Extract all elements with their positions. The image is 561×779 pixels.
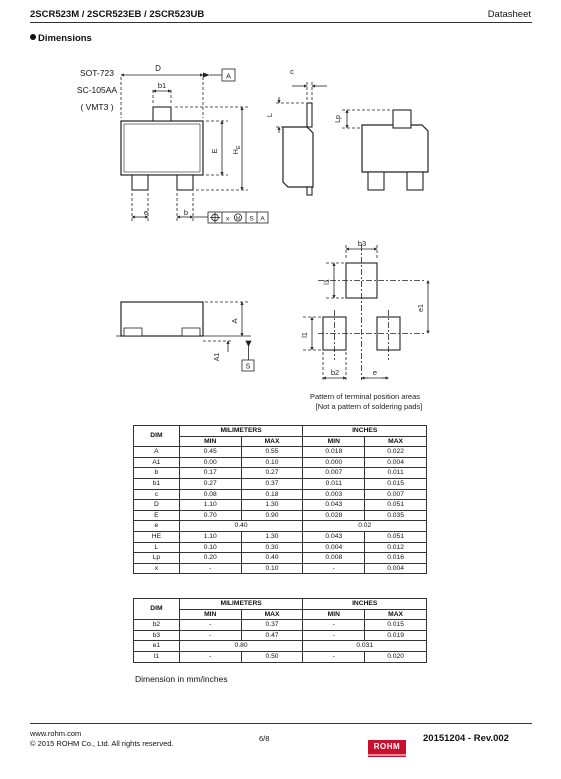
units-note: Dimension in mm/inches <box>135 674 228 684</box>
sub-header: MAX <box>365 609 427 620</box>
value-cell: - <box>179 563 241 574</box>
end-view-body <box>362 125 428 172</box>
table-row <box>134 542 427 553</box>
value-cell: 0.028 <box>303 510 365 521</box>
value-cell: 0.043 <box>303 531 365 542</box>
sub-header: MIN <box>303 609 365 620</box>
sub-header: MIN <box>303 436 365 447</box>
document-title: 2SCR523M / 2SCR523EB / 2SCR523UB <box>30 9 205 20</box>
label-b: b <box>183 208 189 217</box>
value-cell: 1.10 <box>179 500 241 511</box>
value-cell: 0.27 <box>241 468 303 479</box>
tol-A: A <box>260 215 265 223</box>
dim-cell: A1 <box>134 457 180 468</box>
table-row <box>134 630 427 641</box>
table-row <box>134 510 427 521</box>
value-cell: 0.022 <box>365 447 427 458</box>
label-e-pattern: e <box>372 368 378 377</box>
value-cell: 0.17 <box>179 468 241 479</box>
sub-header: MAX <box>365 436 427 447</box>
value-cell: 0.011 <box>303 478 365 489</box>
value-cell: - <box>179 651 241 662</box>
dim-cell: c <box>134 489 180 500</box>
table-row <box>134 531 427 542</box>
label-e: e <box>143 208 149 217</box>
value-cell: 0.012 <box>365 542 427 553</box>
value-cell: 0.003 <box>303 489 365 500</box>
sub-header: MAX <box>241 609 303 620</box>
label-A: A <box>230 318 239 324</box>
top-view-lead-3 <box>177 175 193 190</box>
table-row <box>134 500 427 511</box>
logo-text: ROHM <box>373 742 401 751</box>
dim-cell: b <box>134 468 180 479</box>
dim-cell: e1 <box>134 641 180 652</box>
top-view-lead-1 <box>153 107 171 121</box>
table-row <box>134 489 427 500</box>
top-view-body <box>121 121 203 175</box>
table-row <box>134 651 427 662</box>
value-cell: - <box>179 620 241 631</box>
dim-cell: b1 <box>134 478 180 489</box>
section-title-text: Dimensions <box>38 33 92 44</box>
value-cell: 0.47 <box>241 630 303 641</box>
dimension-table-2 <box>133 598 427 663</box>
value-cell: 0.004 <box>303 542 365 553</box>
label-A1: A1 <box>214 352 221 362</box>
pattern-caption-1: Pattern of terminal position areas <box>309 392 421 401</box>
table-1-body <box>134 447 427 574</box>
datum-A-box: A <box>225 71 232 81</box>
rohm-logo <box>368 740 406 757</box>
value-cell: 0.18 <box>241 489 303 500</box>
table-row <box>134 521 427 532</box>
value-cell: 0.051 <box>365 531 427 542</box>
value-cell: 0.015 <box>365 620 427 631</box>
document-type: Datasheet <box>487 9 531 20</box>
dimension-table-1 <box>133 425 427 574</box>
value-cell: - <box>179 630 241 641</box>
group-header-inch: INCHES <box>303 426 427 437</box>
footer-divider <box>30 723 532 724</box>
value-cell: 0.016 <box>365 553 427 564</box>
value-cell: 0.55 <box>241 447 303 458</box>
dim-cell: L <box>134 542 180 553</box>
value-cell: 0.020 <box>365 651 427 662</box>
table-row <box>134 620 427 631</box>
value-cell: 0.27 <box>179 478 241 489</box>
value-cell: 0.035 <box>365 510 427 521</box>
table-row <box>134 563 427 574</box>
dim-cell: b3 <box>134 630 180 641</box>
label-l1-bottom: l1 <box>302 332 309 338</box>
dim-cell: A <box>134 447 180 458</box>
side-view-body <box>283 127 313 187</box>
value-cell: 0.10 <box>241 457 303 468</box>
value-cell: 1.30 <box>241 531 303 542</box>
package-name-1: SOT-723 <box>79 68 115 78</box>
label-b1: b1 <box>157 81 167 90</box>
value-cell: 0.80 <box>179 641 303 652</box>
value-cell: 0.10 <box>241 563 303 574</box>
value-cell: 0.30 <box>241 542 303 553</box>
value-cell: - <box>303 630 365 641</box>
value-cell: 0.007 <box>303 468 365 479</box>
label-D: D <box>155 64 161 73</box>
sub-header: MAX <box>241 436 303 447</box>
dim-cell: HE <box>134 531 180 542</box>
value-cell: 0.015 <box>365 478 427 489</box>
value-cell: 0.45 <box>179 447 241 458</box>
value-cell: 0.37 <box>241 620 303 631</box>
dim-cell: D <box>134 500 180 511</box>
dim-cell: l1 <box>134 651 180 662</box>
value-cell: 0.40 <box>179 521 303 532</box>
package-name-3: ( VMT3 ) <box>80 102 114 112</box>
table-row <box>134 641 427 652</box>
label-l1-top: l1 <box>324 279 331 285</box>
value-cell: 0.00 <box>179 457 241 468</box>
value-cell: 0.011 <box>365 468 427 479</box>
value-cell: 0.051 <box>365 500 427 511</box>
sub-header: MIN <box>179 436 241 447</box>
pattern-caption-2: [Not a pattern of soldering pads] <box>315 402 423 411</box>
label-HE: $H_E$ <box>231 145 242 155</box>
value-cell: - <box>303 651 365 662</box>
footer-url[interactable]: www.rohm.com <box>30 729 82 738</box>
table-row <box>134 468 427 479</box>
value-cell: 1.30 <box>241 500 303 511</box>
datum-S-box: S <box>245 363 251 371</box>
top-view-lead-2 <box>132 175 148 190</box>
value-cell: 0.08 <box>179 489 241 500</box>
tol-S: S <box>249 215 254 223</box>
value-cell: - <box>303 620 365 631</box>
label-E: E <box>210 148 219 154</box>
table-row <box>134 478 427 489</box>
table-row <box>134 553 427 564</box>
value-cell: 0.018 <box>303 447 365 458</box>
table-row <box>134 447 427 458</box>
sub-header: MIN <box>179 609 241 620</box>
label-e1: e1 <box>418 304 425 312</box>
group-header-mm: MILIMETERS <box>179 426 303 437</box>
label-b2: b2 <box>330 368 340 377</box>
value-cell: 0.20 <box>179 553 241 564</box>
value-cell: 0.004 <box>365 563 427 574</box>
value-cell: 0.37 <box>241 478 303 489</box>
value-cell: 0.50 <box>241 651 303 662</box>
value-cell: 0.70 <box>179 510 241 521</box>
table-row <box>134 457 427 468</box>
group-header-mm: MILIMETERS <box>179 599 303 610</box>
value-cell: 0.043 <box>303 500 365 511</box>
dim-cell: b2 <box>134 620 180 631</box>
dim-cell: E <box>134 510 180 521</box>
revision: 20151204 - Rev.002 <box>423 733 509 744</box>
tol-M: M <box>235 216 241 222</box>
dim-header: DIM <box>134 426 180 447</box>
value-cell: 0.007 <box>365 489 427 500</box>
value-cell: 0.02 <box>303 521 427 532</box>
value-cell: 0.008 <box>303 553 365 564</box>
package-name-2: SC-105AA <box>76 85 118 95</box>
label-L: L <box>265 112 274 118</box>
tol-x: x <box>226 215 230 223</box>
dim-cell: e <box>134 521 180 532</box>
dim-header: DIM <box>134 599 180 620</box>
label-b3: b3 <box>357 239 367 248</box>
footer-copyright: © 2015 ROHM Co., Ltd. All rights reserved. <box>30 739 174 748</box>
value-cell: 1.10 <box>179 531 241 542</box>
group-header-inch: INCHES <box>303 599 427 610</box>
value-cell: 0.90 <box>241 510 303 521</box>
value-cell: 0.019 <box>365 630 427 641</box>
value-cell: 0.10 <box>179 542 241 553</box>
value-cell: 0.031 <box>303 641 427 652</box>
value-cell: 0.004 <box>365 457 427 468</box>
label-Lp: Lp <box>335 115 342 123</box>
dim-cell: x <box>134 563 180 574</box>
dim-cell: Lp <box>134 553 180 564</box>
value-cell: 0.000 <box>303 457 365 468</box>
page-number: 6/8 <box>259 734 270 743</box>
table-2-body <box>134 620 427 662</box>
value-cell: - <box>303 563 365 574</box>
label-c: c <box>290 67 294 76</box>
value-cell: 0.40 <box>241 553 303 564</box>
